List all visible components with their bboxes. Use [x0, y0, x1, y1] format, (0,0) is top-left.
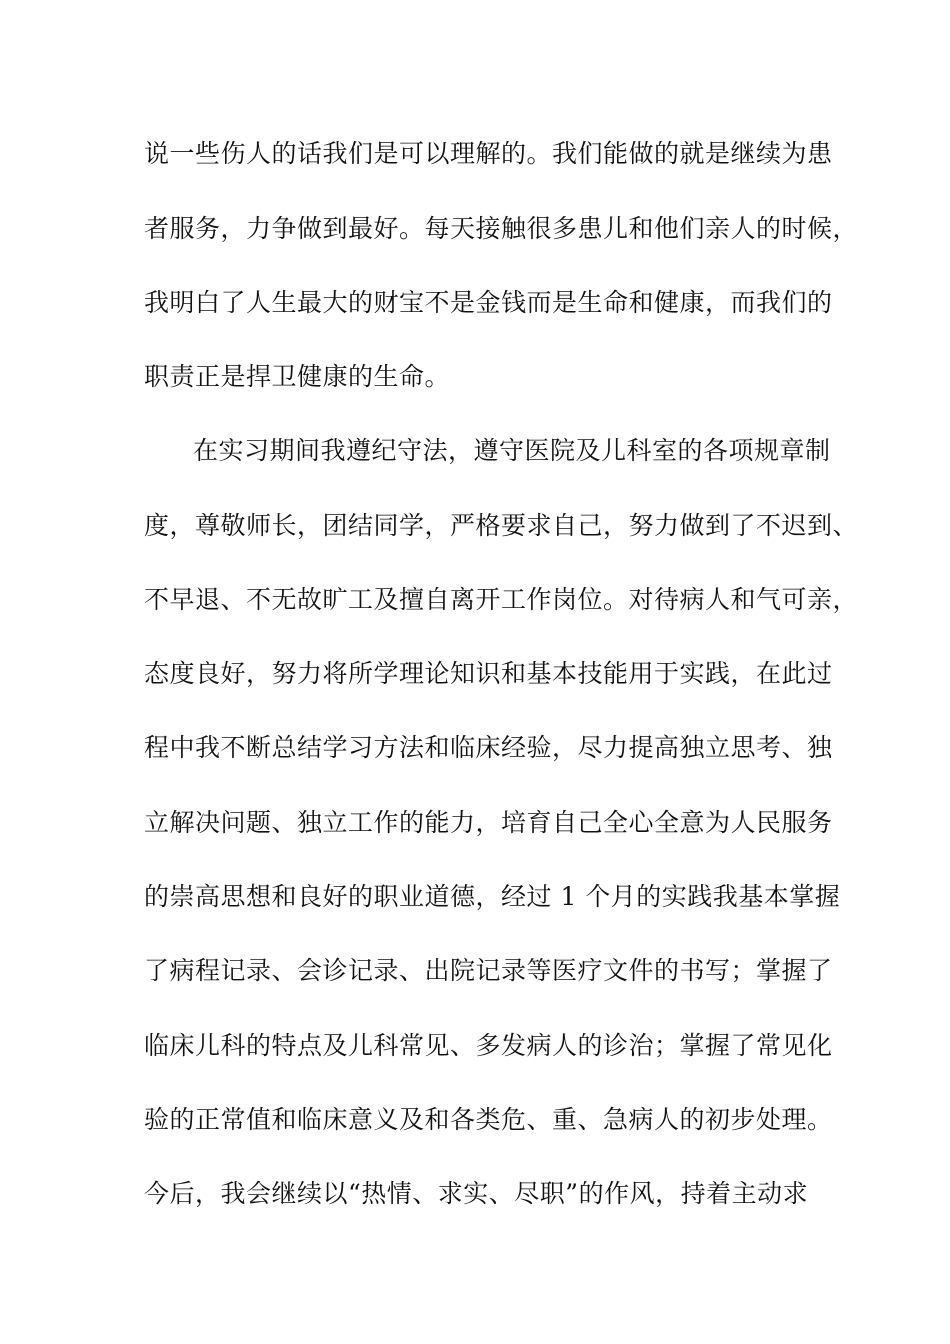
text-line-3: 我明白了人生最大的财宝不是金钱而是生命和健康，而我们的: [144, 288, 833, 317]
text-line-2: 者服务，力争做到最好。每天接触很多患儿和他们亲人的时候，: [144, 214, 859, 243]
text-line-6: 度，尊敬师长，团结同学，严格要求自己，努力做到了不迟到、: [144, 511, 859, 540]
text-line-9: 程中我不断总结学习方法和临床经验，尽力提高独立思考、独: [144, 733, 833, 762]
text-line-14: 验的正常值和临床意义及和各类危、重、急病人的初步处理。: [144, 1105, 833, 1134]
paragraph-start-line: 在实习期间我遵纪守法，遵守医院及儿科室的各项规章制: [193, 436, 831, 465]
text-line-1: 说一些伤人的话我们是可以理解的。我们能做的就是继续为患: [144, 139, 833, 168]
text-line-13: 临床儿科的特点及儿科常见、多发病人的诊治；掌握了常见化: [144, 1031, 833, 1060]
text-line-10: 立解决问题、独立工作的能力，培育自己全心全意为人民服务: [144, 808, 833, 837]
text-line-8: 态度良好，努力将所学理论知识和基本技能用于实践，在此过: [144, 659, 833, 688]
text-line-4: 职责正是捍卫健康的生命。: [144, 362, 451, 391]
text-line-12: 了病程记录、会诊记录、出院记录等医疗文件的书写；掌握了: [144, 956, 833, 985]
text-line-15: 今后，我会继续以“热情、求实、尽职”的作风，持着主动求: [144, 1179, 809, 1208]
text-line-11: 的崇高思想和良好的职业道德，经过 1 个月的实践我基本掌握: [144, 882, 841, 911]
text-line-7: 不早退、不无故旷工及擅自离开工作岗位。对待病人和气可亲，: [144, 585, 859, 614]
